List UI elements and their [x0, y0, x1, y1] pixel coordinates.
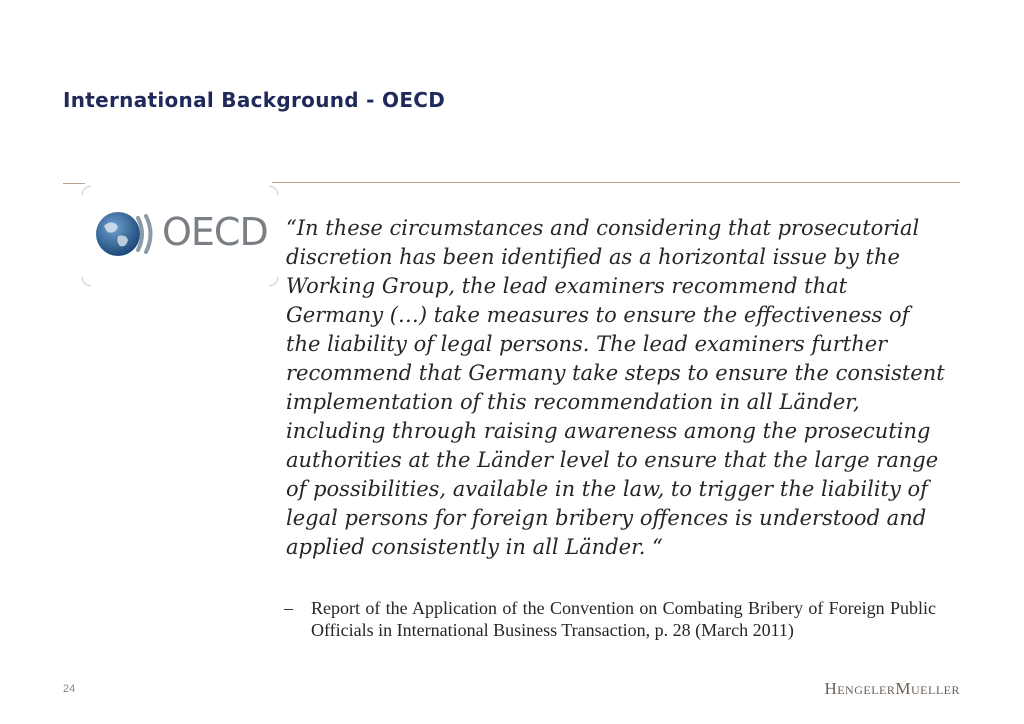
logo-frame-corner: [82, 277, 91, 286]
page-number: 24: [63, 683, 76, 695]
divider-left: [63, 183, 85, 184]
divider-right: [272, 182, 960, 183]
source-bullet: –: [284, 598, 293, 618]
firm-logo: HengelerMueller: [824, 679, 960, 698]
source-citation: [284, 597, 936, 641]
oecd-wordmark: OECD: [162, 210, 268, 254]
quote-text: “In these circumstances and considering that prosecutorial discretion has been identified as a horizontal issue by the Working Group, the lead examiners recommend that Germany (…) take measures to ensure the effectiveness of the liability of legal persons. The lead examiners further recommend that Germany take steps to ensure the consistent implementation of this recommendation in all Länder, including through raising awareness among the prosecuting authorities at the Länder level to ensure that the large range of possibilities, available in the law, to trigger the liability of legal persons for foreign bribery offences is understood and applied consistently in all Länder. “: [286, 216, 945, 559]
logo-frame-corner: [269, 186, 278, 195]
logo-frame-corner: [269, 277, 278, 286]
oecd-logo: [82, 186, 278, 286]
oecd-globe-icon: [94, 208, 160, 260]
source-text: Report of the Application of the Convention on Combating Bribery of Foreign Public Officials in International Business Transaction, p. 28 (March 2011): [311, 598, 936, 640]
slide-title: International Background - OECD: [63, 88, 446, 112]
logo-frame-corner: [82, 186, 91, 195]
